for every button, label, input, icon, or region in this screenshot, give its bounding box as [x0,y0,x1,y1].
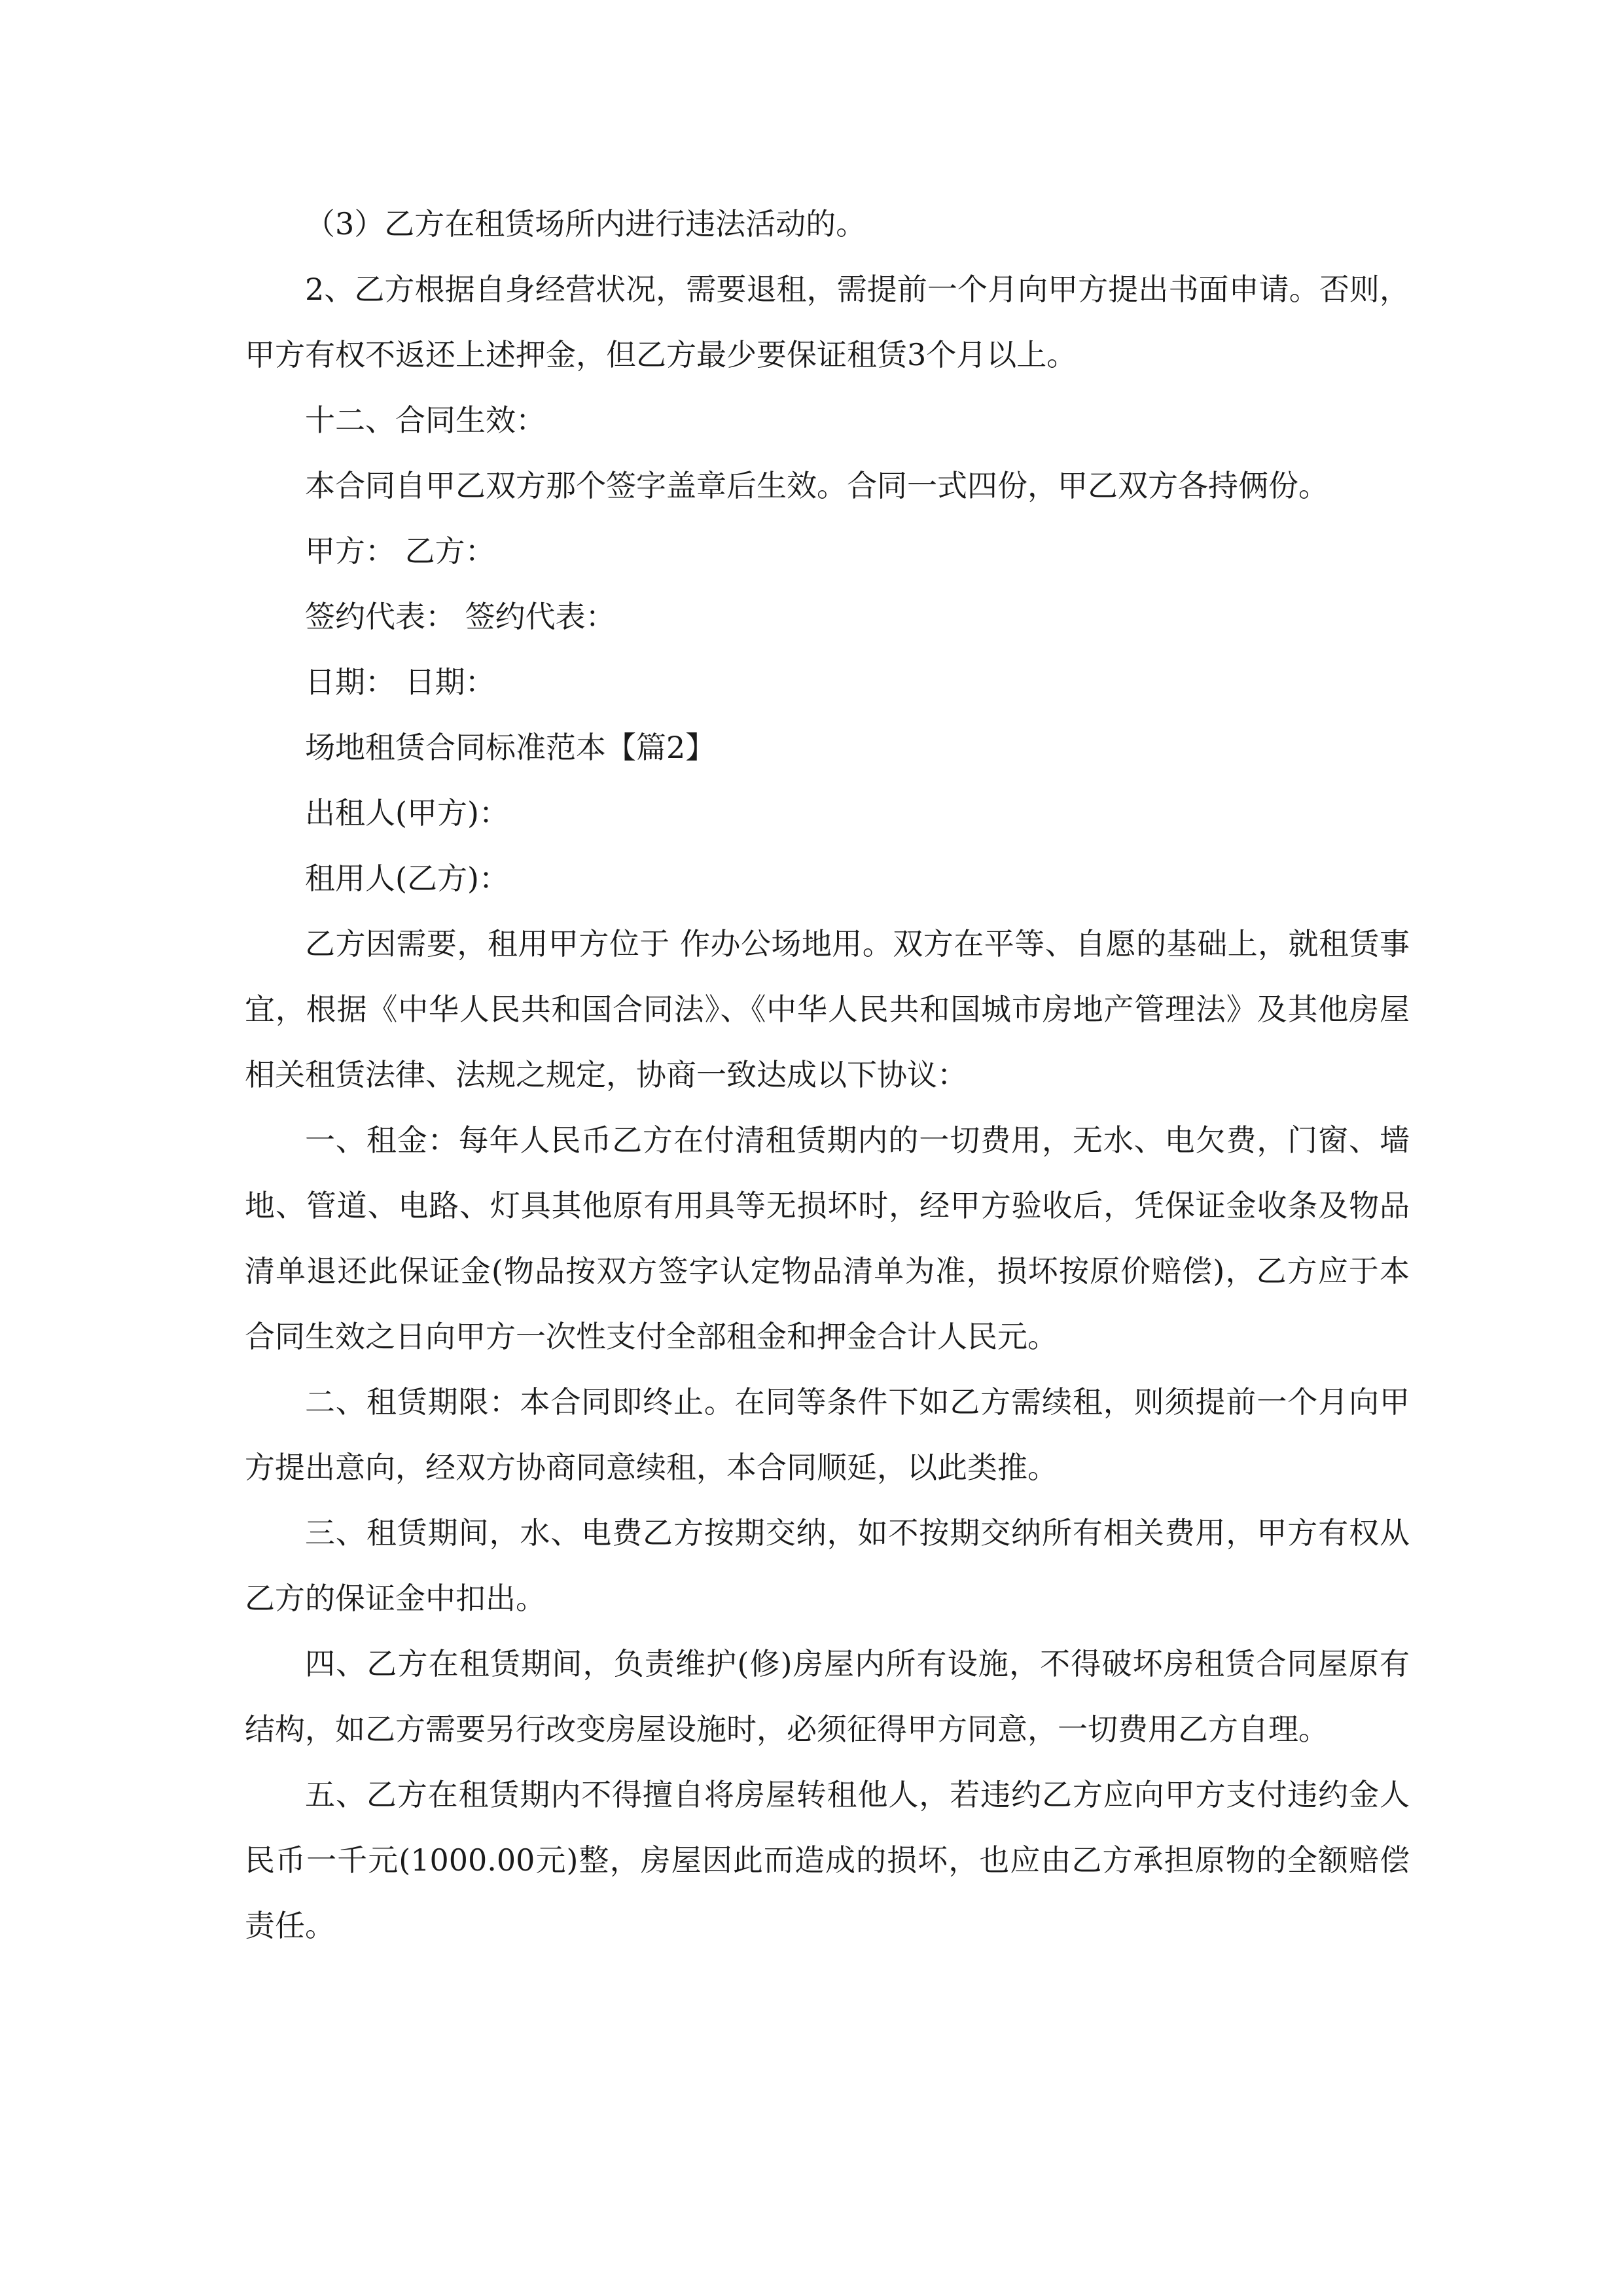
lessee-line: 租用人(乙方)： [305,861,509,896]
signature-dates: 日期： 日期： [305,664,495,700]
clause-maintenance: 四、乙方在租赁期间，负责维护(修)房屋内所有设施，不得破坏房租赁合同屋原有结构，如乙方需要另行改变房屋设施时，必须征得甲方同意，一切费用乙方自理。 [245,1646,1410,1747]
section-heading-effect: 十二、合同生效： [305,403,546,438]
document-body [245,191,1410,1958]
clause-term: 二、租赁期限：本合同即终止。在同等条件下如乙方需续租，则须提前一个月向甲方提出意向，经双方协商同意续租，本合同顺延，以此类推。 [245,1384,1410,1485]
paragraph-illegal-activity: （3）乙方在租赁场所内进行违法活动的。 [305,206,866,242]
document-title-part2: 场地租赁合同标准范本【篇2】 [305,730,716,765]
signature-parties: 甲方： 乙方： [305,533,495,569]
clause-rent: 一、租金：每年人民币乙方在付清租赁期内的一切费用，无水、电欠费，门窗、墙地、管道、电路、灯具其他原有用具等无损坏时，经甲方验收后，凭保证金收条及物品清单退还此保证金(物品按双方签字认定物品清单为准，损坏按原价赔偿)，乙方应于本合同生效之日向甲方一次性支付全部租金和押金合计人民元。 [245,1122,1410,1354]
clause-utilities: 三、租赁期间，水、电费乙方按期交纳，如不按期交纳所有相关费用，甲方有权从乙方的保证金中扣出。 [245,1515,1410,1616]
paragraph-effect: 本合同自甲乙双方那个签字盖章后生效。合同一式四份，甲乙双方各持俩份。 [305,468,1329,503]
paragraph-termination-notice: 2、乙方根据自身经营状况，需要退租，需提前一个月向甲方提出书面申请。否则，甲方有权不返还上述押金，但乙方最少要保证租赁3个月以上。 [245,272,1410,372]
paragraph-preamble: 乙方因需要，租用甲方位于 作办公场地用。双方在平等、自愿的基础上，就租赁事宜，根据《中华人民共和国合同法》、《中华人民共和国城市房地产管理法》及其他房屋相关租赁法律、法规之规定，协商一致达成以下协议： [245,926,1410,1092]
signature-representatives: 签约代表： 签约代表： [305,599,616,634]
lessor-line: 出租人(甲方)： [305,795,509,831]
clause-sublease: 五、乙方在租赁期内不得擅自将房屋转租他人，若违约乙方应向甲方支付违约金人民币一千元(1000.00元)整，房屋因此而造成的损坏，也应由乙方承担原物的全额赔偿责任。 [245,1777,1410,1943]
